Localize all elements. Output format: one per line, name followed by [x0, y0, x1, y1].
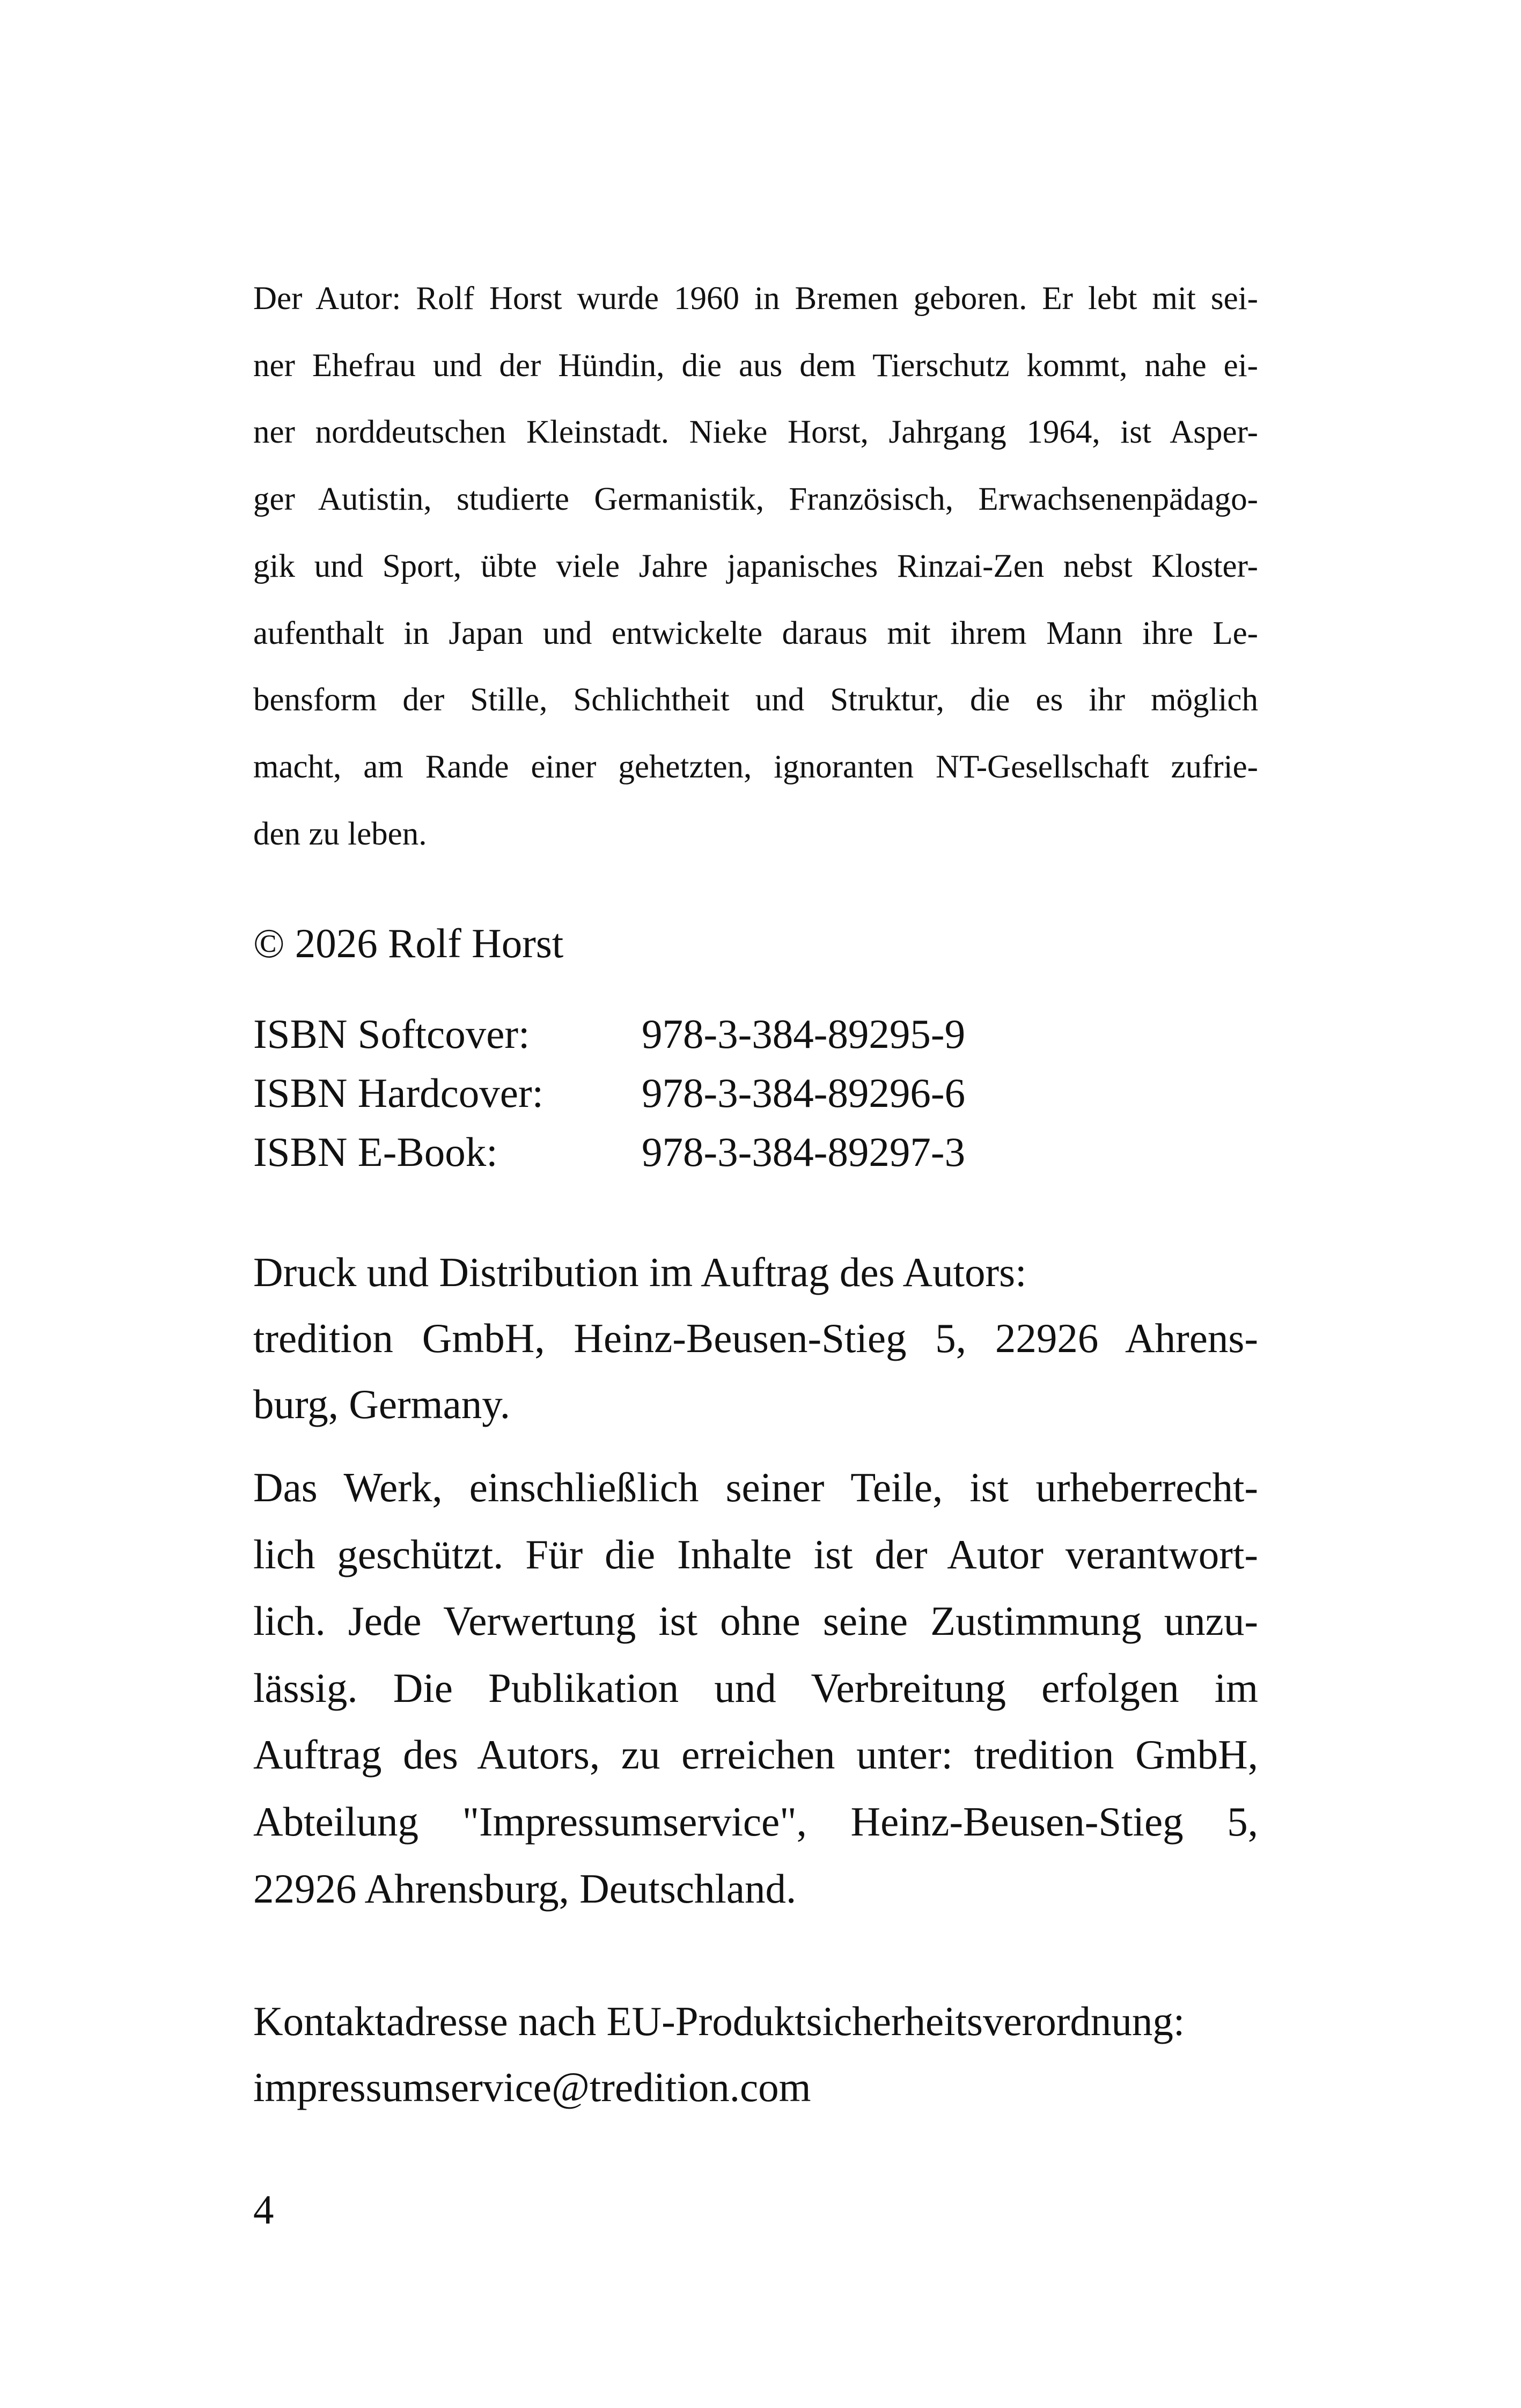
contact-address-paragraph — [253, 1988, 1258, 2120]
isbn-row-softcover — [253, 1004, 1258, 1063]
print-distribution-line: burg, Germany. — [253, 1381, 510, 1427]
isbn-label: ISBN Softcover: — [253, 1011, 530, 1057]
print-distribution-paragraph — [253, 1239, 1258, 1437]
copyright-legal-paragraph — [253, 1454, 1258, 1922]
isbn-row-ebook — [253, 1122, 1258, 1181]
author-bio-line: macht, am Rande einer gehetzten, ignoranten NT-Gesellschaft zufrie- — [253, 748, 1258, 785]
isbn-label: ISBN E-Book: — [253, 1129, 498, 1175]
legal-line: lich geschützt. Für die Inhalte ist der Autor verantwort- — [253, 1531, 1258, 1577]
copyright-notice: © 2026 Rolf Horst — [253, 920, 564, 966]
author-bio-line: ner Ehefrau und der Hündin, die aus dem Tierschutz kommt, nahe ei- — [253, 347, 1258, 384]
legal-line: lässig. Die Publikation und Verbreitung erfolgen im — [253, 1664, 1258, 1711]
author-bio-line: den zu leben. — [253, 816, 427, 852]
isbn-label: ISBN Hardcover: — [253, 1070, 543, 1116]
author-bio-line: gik und Sport, übte viele Jahre japanisches Rinzai-Zen nebst Kloster- — [253, 548, 1258, 584]
page-number: 4 — [253, 2186, 274, 2233]
author-bio-line: aufenthalt in Japan und entwickelte daraus mit ihrem Mann ihre Le- — [253, 615, 1258, 651]
author-bio-line: ger Autistin, studierte Germanistik, Französisch, Erwachsenenpädago- — [253, 481, 1258, 518]
isbn-value: 978-3-384-89295-9 — [642, 1011, 966, 1057]
legal-line: lich. Jede Verwertung ist ohne seine Zustimmung unzu- — [253, 1598, 1258, 1645]
isbn-value: 978-3-384-89296-6 — [642, 1070, 966, 1116]
legal-line: 22926 Ahrensburg, Deutschland. — [253, 1865, 797, 1912]
isbn-list — [253, 1004, 1258, 1181]
print-distribution-line: tredition GmbH, Heinz-Beusen-Stieg 5, 22926 Ahrens- — [253, 1315, 1258, 1361]
author-bio-paragraph — [253, 266, 1258, 868]
contact-email: impressumservice@tredition.com — [253, 2064, 811, 2110]
author-bio-line: bensform der Stille, Schlichtheit und Struktur, die es ihr möglich — [253, 682, 1258, 718]
isbn-value: 978-3-384-89297-3 — [642, 1129, 966, 1175]
author-bio-line: ner norddeutschen Kleinstadt. Nieke Horst, Jahrgang 1964, ist Asper- — [253, 414, 1258, 451]
isbn-row-hardcover — [253, 1063, 1258, 1122]
print-distribution-line: Druck und Distribution im Auftrag des Autors: — [253, 1249, 1027, 1295]
legal-line: Auftrag des Autors, zu erreichen unter: tredition GmbH, — [253, 1731, 1258, 1778]
legal-line: Abteilung "Impressumservice", Heinz-Beusen-Stieg 5, — [253, 1798, 1258, 1845]
contact-line: Kontaktadresse nach EU-Produktsicherheitsverordnung: — [253, 1998, 1185, 2044]
legal-line: Das Werk, einschließlich seiner Teile, ist urheberrecht- — [253, 1464, 1258, 1510]
author-bio-line: Der Autor: Rolf Horst wurde 1960 in Bremen geboren. Er lebt mit sei- — [253, 281, 1258, 317]
